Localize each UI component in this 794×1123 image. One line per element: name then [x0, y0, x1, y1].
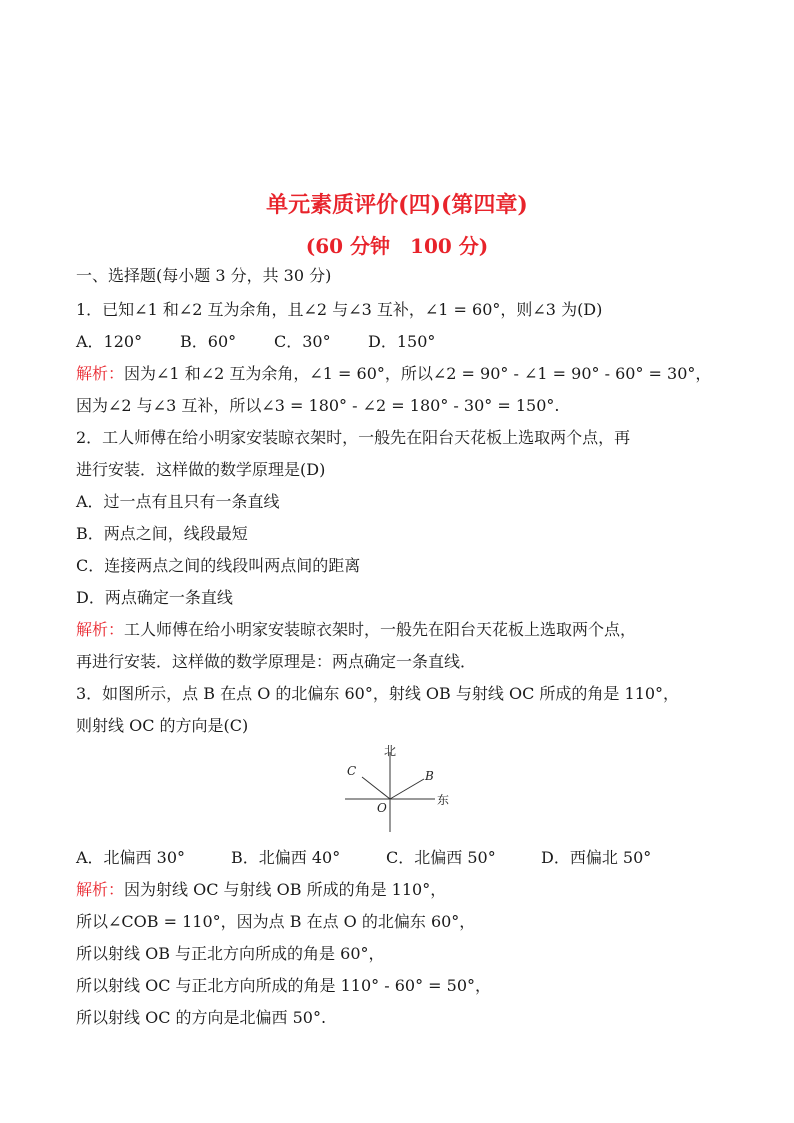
- q1-option-c: C．30°: [274, 332, 331, 351]
- question-3-stem-1: 3．如图所示，点 B 在点 O 的北偏东 60°，射线 OB 与射线 OC 所成的角是 110°，: [76, 684, 680, 703]
- q2-analysis-line-2: 再进行安装．这样做的数学原理是：两点确定一条直线．: [76, 652, 477, 671]
- question-1-options: [76, 330, 736, 354]
- q1-analysis-line-2: 因为∠2 与∠3 互补，所以∠3 = 180° - ∠2 = 180° - 30° = 150°.: [76, 396, 560, 415]
- question-3-options: [76, 846, 736, 870]
- east-label: 东: [437, 793, 450, 807]
- q3-analysis-line-5: 所以射线 OC 的方向是北偏西 50°.: [76, 1008, 327, 1027]
- q3-analysis-label: 解析：: [76, 880, 125, 899]
- q3-option-b: B．北偏西 40°: [231, 848, 341, 867]
- page-subtitle: (60 分钟 100 分): [305, 234, 489, 258]
- point-c-label: C: [347, 764, 357, 778]
- q3-option-a: A．北偏西 30°: [76, 848, 186, 867]
- q2-option-a: A．过一点有且只有一条直线: [76, 492, 280, 511]
- point-o-label: O: [377, 801, 387, 815]
- q3-analysis-line-1: 解析：因为射线 OC 与射线 OB 所成的角是 110°，: [76, 880, 447, 899]
- q2-option-b: B．两点之间，线段最短: [76, 524, 248, 543]
- q2-option-d: D．两点确定一条直线: [76, 588, 233, 607]
- q2-analysis-line-1: 解析：工人师傅在给小明家安装晾衣架时，一般先在阳台天花板上选取两个点，: [76, 620, 637, 639]
- ray-oc: [362, 777, 390, 799]
- section-heading: 一、选择题(每小题 3 分，共 30 分): [76, 266, 332, 285]
- q3-option-d: D．西偏北 50°: [541, 848, 652, 867]
- ray-ob: [390, 779, 424, 799]
- page-title: 单元素质评价(四)(第四章): [266, 192, 528, 218]
- q1-analysis-line-1: 解析：因为∠1 和∠2 互为余角，∠1 = 60°，所以∠2 = 90° - ∠1 = 90° - 60° = 30°，: [76, 364, 712, 383]
- q2-option-c: C．连接两点之间的线段叫两点间的距离: [76, 556, 361, 575]
- north-label: 北: [384, 744, 397, 758]
- question-2-stem-1: 2．工人师傅在给小明家安装晾衣架时，一般先在阳台天花板上选取两个点，再: [76, 428, 631, 447]
- q1-option-d: D．150°: [368, 332, 436, 351]
- q3-option-c: C．北偏西 50°: [386, 848, 496, 867]
- q3-analysis-line-3: 所以射线 OB 与正北方向所成的角是 60°，: [76, 944, 385, 963]
- direction-figure: [340, 742, 460, 834]
- q1-option-a: A．120°: [76, 332, 143, 351]
- q3-analysis-line-2: 所以∠COB = 110°，因为点 B 在点 O 的北偏东 60°，: [76, 912, 476, 931]
- question-1-stem: 1．已知∠1 和∠2 互为余角，且∠2 与∠3 互补，∠1 = 60°，则∠3 为(D): [76, 300, 603, 319]
- q1-option-b: B．60°: [180, 332, 237, 351]
- question-2-stem-2: 进行安装．这样做的数学原理是(D): [76, 460, 326, 479]
- q3-analysis-line-4: 所以射线 OC 与正北方向所成的角是 110° - 60° = 50°，: [76, 976, 492, 995]
- question-3-stem-2: 则射线 OC 的方向是(C): [76, 716, 249, 735]
- q2-analysis-label: 解析：: [76, 620, 125, 639]
- q1-analysis-label: 解析：: [76, 364, 125, 383]
- point-b-label: B: [425, 769, 434, 783]
